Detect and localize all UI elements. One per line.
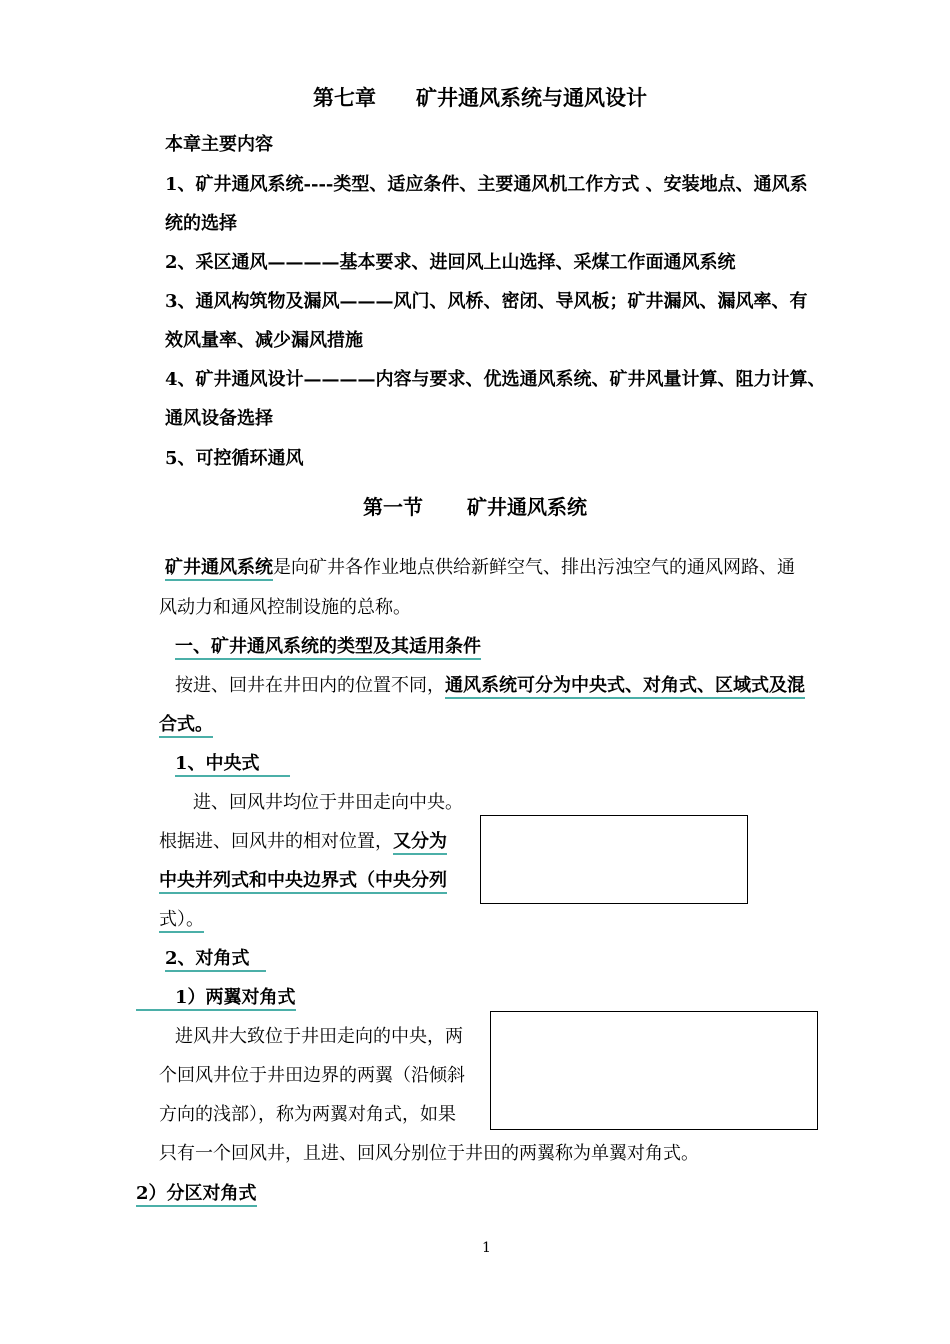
diagonal-sub2 bbox=[136, 1183, 257, 1205]
central-line3-text: 中央并列式和中央边界式（中央分列 bbox=[159, 870, 447, 894]
definition-line2: 风动力和通风控制设施的总称。 bbox=[159, 597, 411, 618]
central-figure-placeholder bbox=[480, 815, 748, 904]
central-line2-emph: 又分为 bbox=[393, 831, 447, 855]
definition-line1 bbox=[165, 557, 795, 579]
types-line1 bbox=[175, 675, 805, 697]
diagonal-line1: 进风井大致位于井田走向的中央，两 bbox=[175, 1026, 463, 1047]
types-line2 bbox=[159, 714, 213, 736]
central-line4-text: 式）。 bbox=[159, 909, 204, 933]
subsection-heading-text: 一、矿井通风系统的类型及其适用条件 bbox=[175, 636, 481, 660]
chapter-title bbox=[313, 87, 647, 109]
chapter-number: 第七章 bbox=[313, 85, 376, 110]
summary-item-1-line2: 统的选择 bbox=[165, 213, 237, 234]
summary-item-3-line1: 3、通风构筑物及漏风———风门、风桥、密闭、导风板；矿井漏风、漏风率、有 bbox=[165, 291, 808, 312]
chapter-title-text: 矿井通风系统与通风设计 bbox=[416, 85, 647, 110]
central-line2-text: 根据进、回风井的相对位置， bbox=[159, 831, 393, 852]
diagonal-figure-placeholder bbox=[490, 1011, 818, 1130]
summary-item-4-line2: 通风设备选择 bbox=[165, 408, 273, 429]
summary-item-3-line2: 效风量率、减少漏风措施 bbox=[165, 330, 363, 351]
diagonal-heading bbox=[165, 948, 266, 970]
diagonal-sub1-text: 1）两翼对角式 bbox=[136, 987, 296, 1011]
diagonal-line3: 方向的浅部），称为两翼对角式，如果 bbox=[159, 1104, 456, 1125]
diagonal-sub2-text: 2）分区对角式 bbox=[136, 1183, 257, 1207]
central-heading bbox=[175, 753, 290, 775]
summary-item-1-line1: 1、矿井通风系统----类型、适应条件、主要通风机工作方式 、安装地点、通风系 bbox=[165, 174, 808, 195]
summary-item-2: 2、采区通风————基本要求、进回风上山选择、采煤工作面通风系统 bbox=[165, 252, 736, 273]
diagonal-sub1 bbox=[136, 987, 296, 1009]
section-number: 第一节 bbox=[363, 495, 423, 519]
definition-term: 矿井通风系统 bbox=[165, 557, 273, 581]
diagonal-line2: 个回风井位于井田边界的两翼（沿倾斜 bbox=[159, 1065, 465, 1086]
section-title bbox=[363, 496, 587, 518]
central-line4 bbox=[159, 909, 204, 931]
central-line2 bbox=[159, 831, 447, 853]
diagonal-line4: 只有一个回风井，且进、回风分别位于井田的两翼称为单翼对角式。 bbox=[159, 1143, 699, 1164]
subsection-heading bbox=[175, 636, 481, 658]
central-line3 bbox=[159, 870, 447, 892]
central-line1: 进、回风井均位于井田走向中央。 bbox=[193, 792, 463, 813]
summary-heading: 本章主要内容 bbox=[165, 134, 273, 155]
central-heading-text: 1、中央式 bbox=[175, 753, 290, 777]
definition-text: 是向矿井各作业地点供给新鲜空气、排出污浊空气的通风网路、通 bbox=[273, 557, 795, 578]
types-list: 通风系统可分为中央式、对角式、区域式及混 bbox=[445, 675, 805, 699]
section-title-text: 矿井通风系统 bbox=[467, 495, 587, 519]
summary-item-5: 5、可控循环通风 bbox=[165, 448, 304, 469]
summary-item-4-line1: 4、矿井通风设计————内容与要求、优选通风系统、矿井风量计算、阻力计算、 bbox=[165, 369, 826, 390]
types-list-end: 合式。 bbox=[159, 714, 213, 738]
diagonal-heading-text: 2、对角式 bbox=[165, 948, 266, 972]
types-intro: 按进、回井在井田内的位置不同， bbox=[175, 675, 445, 696]
page-number: 1 bbox=[482, 1240, 491, 1256]
